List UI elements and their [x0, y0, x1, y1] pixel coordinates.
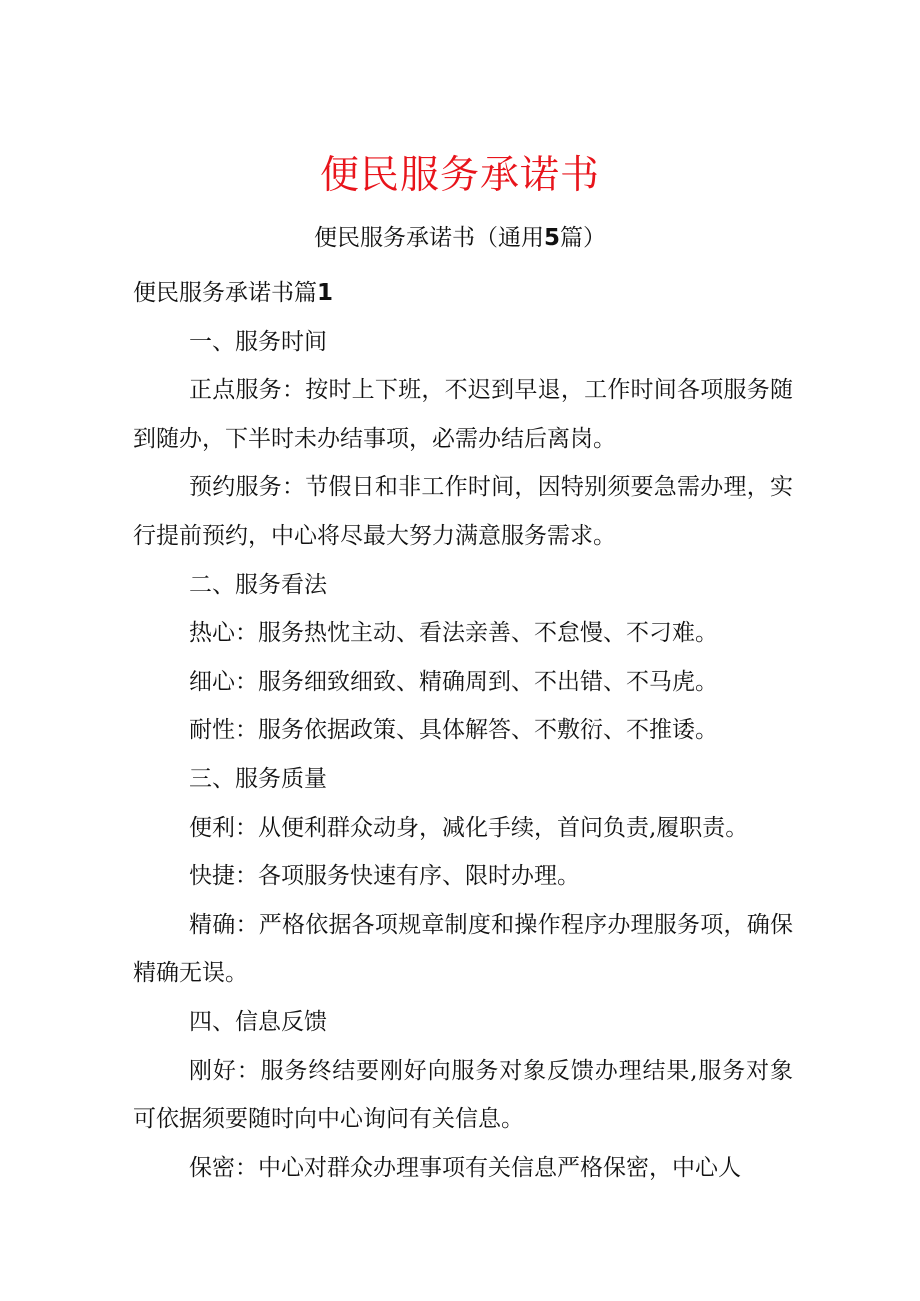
paragraph-timely-feedback: 刚好：服务终结要刚好向服务对象反馈办理结果,服务对象可依据须要随时向中心询问有关信息。: [133, 1057, 793, 1133]
paragraph-carefulness: 细心：服务细致细致、精确周到、不出错、不马虎。: [189, 668, 718, 695]
section-heading-number: 1: [317, 280, 334, 306]
document-body: [133, 269, 793, 1192]
section-heading: [133, 269, 793, 318]
heading-service-time: 一、服务时间: [189, 328, 327, 355]
paragraph-confidentiality: 保密：中心对群众办理事项有关信息严格保密，中心人: [189, 1154, 741, 1181]
document-title: 便民服务承诺书: [319, 153, 600, 198]
subtitle-count: 5: [543, 225, 560, 251]
paragraph-punctual-service: 正点服务：按时上下班，不迟到早退，工作时间各项服务随到随办，下半时未办结事项，必需办结后离岗。: [133, 377, 793, 452]
subtitle-prefix: 便民服务承诺书（通用: [313, 225, 544, 251]
paragraph-patience: 耐性：服务依据政策、具体解答、不敷衍、不推诿。: [189, 717, 718, 744]
paragraph-accuracy: 精确：严格依据各项规章制度和操作程序办理服务项，确保精确无误。: [133, 911, 793, 987]
heading-service-attitude: 二、服务看法: [189, 571, 327, 598]
heading-information-feedback: 四、信息反馈: [189, 1008, 327, 1035]
heading-service-quality: 三、服务质量: [189, 765, 327, 792]
paragraph-appointment-service: 预约服务：节假日和非工作时间，因特别须要急需办理，实行提前预约，中心将尽最大努力满意服务需求。: [133, 474, 793, 549]
paragraph-speed: 快捷：各项服务快速有序、限时办理。: [189, 863, 580, 890]
paragraph-convenience: 便利：从便利群众动身，减化手续，首问负责,履职责。: [189, 814, 749, 841]
subtitle-suffix: 篇）: [560, 225, 606, 251]
section-heading-text: 便民服务承诺书篇: [133, 280, 317, 306]
document-subtitle: [0, 218, 920, 258]
paragraph-warmth: 热心：服务热忱主动、看法亲善、不怠慢、不刁难。: [189, 620, 718, 647]
